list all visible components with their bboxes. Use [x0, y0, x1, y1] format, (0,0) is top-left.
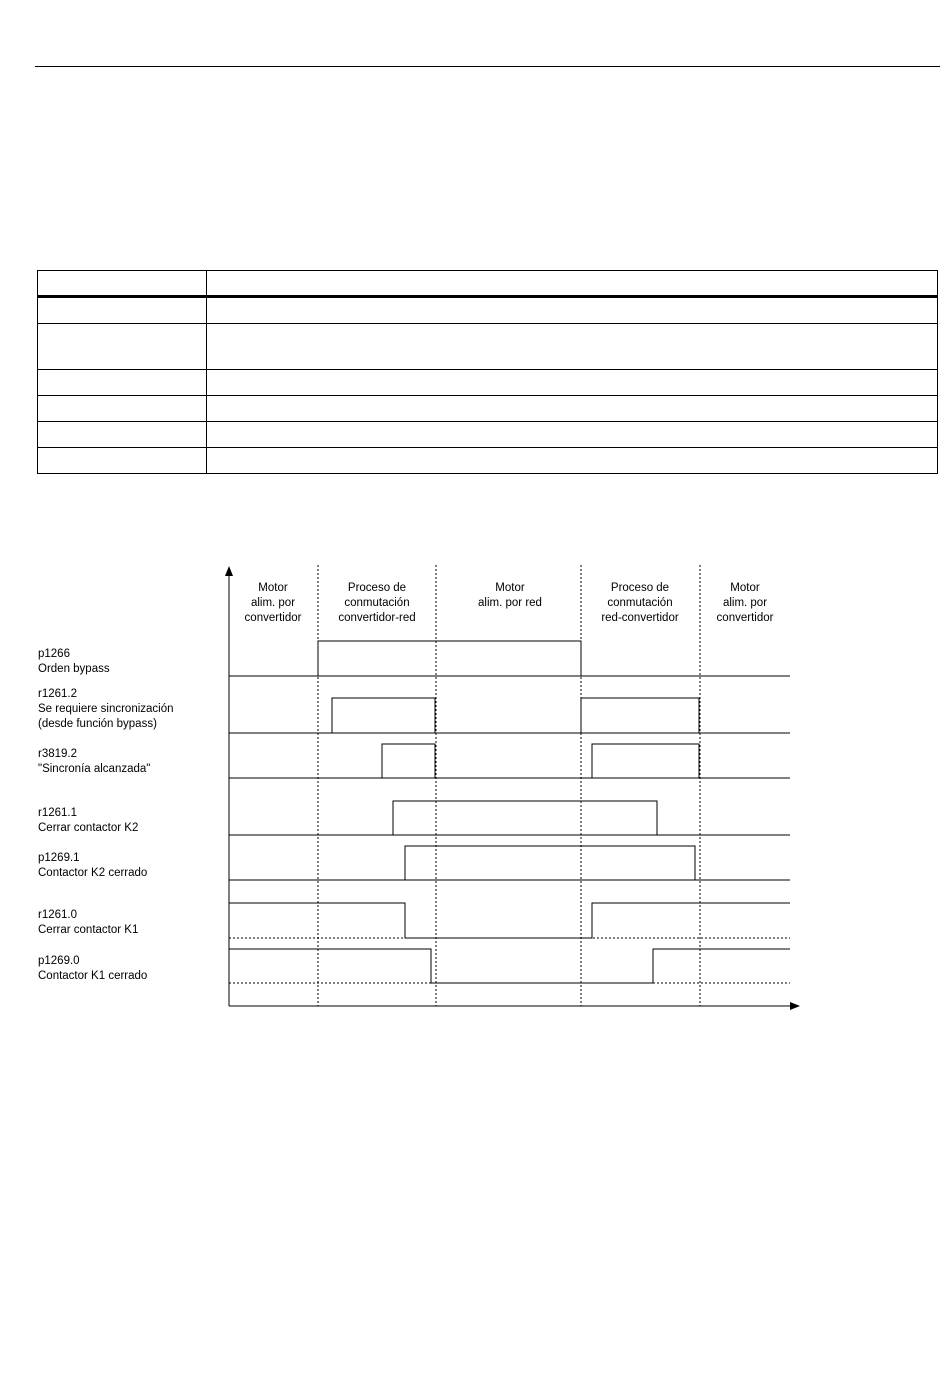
signal-label-line: Contactor K1 cerrado [38, 970, 148, 982]
signal-label-line: (desde función bypass) [38, 718, 157, 730]
phase-label [478, 582, 542, 609]
phase-label-line: Motor [258, 582, 288, 594]
signal-label-p1269-1 [38, 852, 147, 879]
waveform-r3819-2 [229, 744, 790, 778]
signal-label-line: Contactor K2 cerrado [38, 867, 148, 879]
phase-label-line: convertidor [716, 612, 774, 624]
signal-label-r1261-0 [38, 909, 138, 936]
waveform-p1269-1 [229, 846, 790, 880]
signal-label-line: r1261.0 [38, 909, 78, 921]
signal-label-p1266 [38, 648, 110, 675]
phase-label [601, 582, 679, 624]
phase-label-line: conmutación [344, 597, 410, 609]
waveform-r1261-1 [229, 801, 790, 835]
signal-label-line: r1261.1 [38, 807, 78, 819]
waveform-r1261-2 [229, 698, 790, 733]
signal-label-line: p1269.0 [38, 955, 80, 967]
signal-label-line: "Sincronía alcanzada" [38, 763, 151, 775]
phase-label-line: alim. por [722, 597, 768, 609]
phase-label-line: Proceso de [610, 582, 670, 594]
signal-label-line: p1266 [38, 648, 70, 660]
signal-label-line: Cerrar contactor K2 [38, 822, 139, 834]
phase-label-line: red-convertidor [601, 612, 679, 624]
phase-label-line: Proceso de [347, 582, 407, 594]
signal-label-p1269-0 [38, 955, 147, 982]
phase-label [245, 582, 302, 624]
waveform-r1261-0 [229, 903, 790, 938]
waveform-p1269-0 [229, 949, 790, 983]
signal-label-r1261-2 [38, 688, 174, 730]
phase-label [717, 582, 774, 624]
signal-label-line: Orden bypass [38, 663, 110, 675]
signal-label-line: r3819.2 [38, 748, 78, 760]
time-axis-arrow [790, 1002, 800, 1010]
phase-label-line: Motor [495, 582, 525, 594]
phase-label-line: Motor [730, 582, 760, 594]
signal-label-line: Se requiere sincronización [38, 703, 174, 715]
signal-label-line: Cerrar contactor K1 [38, 924, 139, 936]
phase-label [338, 582, 415, 624]
signal-label-line: r1261.2 [38, 688, 78, 700]
phase-label-line: conmutación [607, 597, 673, 609]
signal-label-line: p1269.1 [38, 852, 80, 864]
phase-label-line: convertidor [244, 612, 302, 624]
phase-label-line: convertidor-red [338, 612, 416, 624]
signal-label-r1261-1 [38, 807, 138, 834]
phase-label-line: alim. por [250, 597, 296, 609]
signal-label-r3819-2 [38, 748, 150, 775]
y-axis-arrow [225, 566, 233, 576]
waveform-p1266 [229, 641, 790, 676]
phase-label-line: alim. por red [478, 597, 542, 609]
